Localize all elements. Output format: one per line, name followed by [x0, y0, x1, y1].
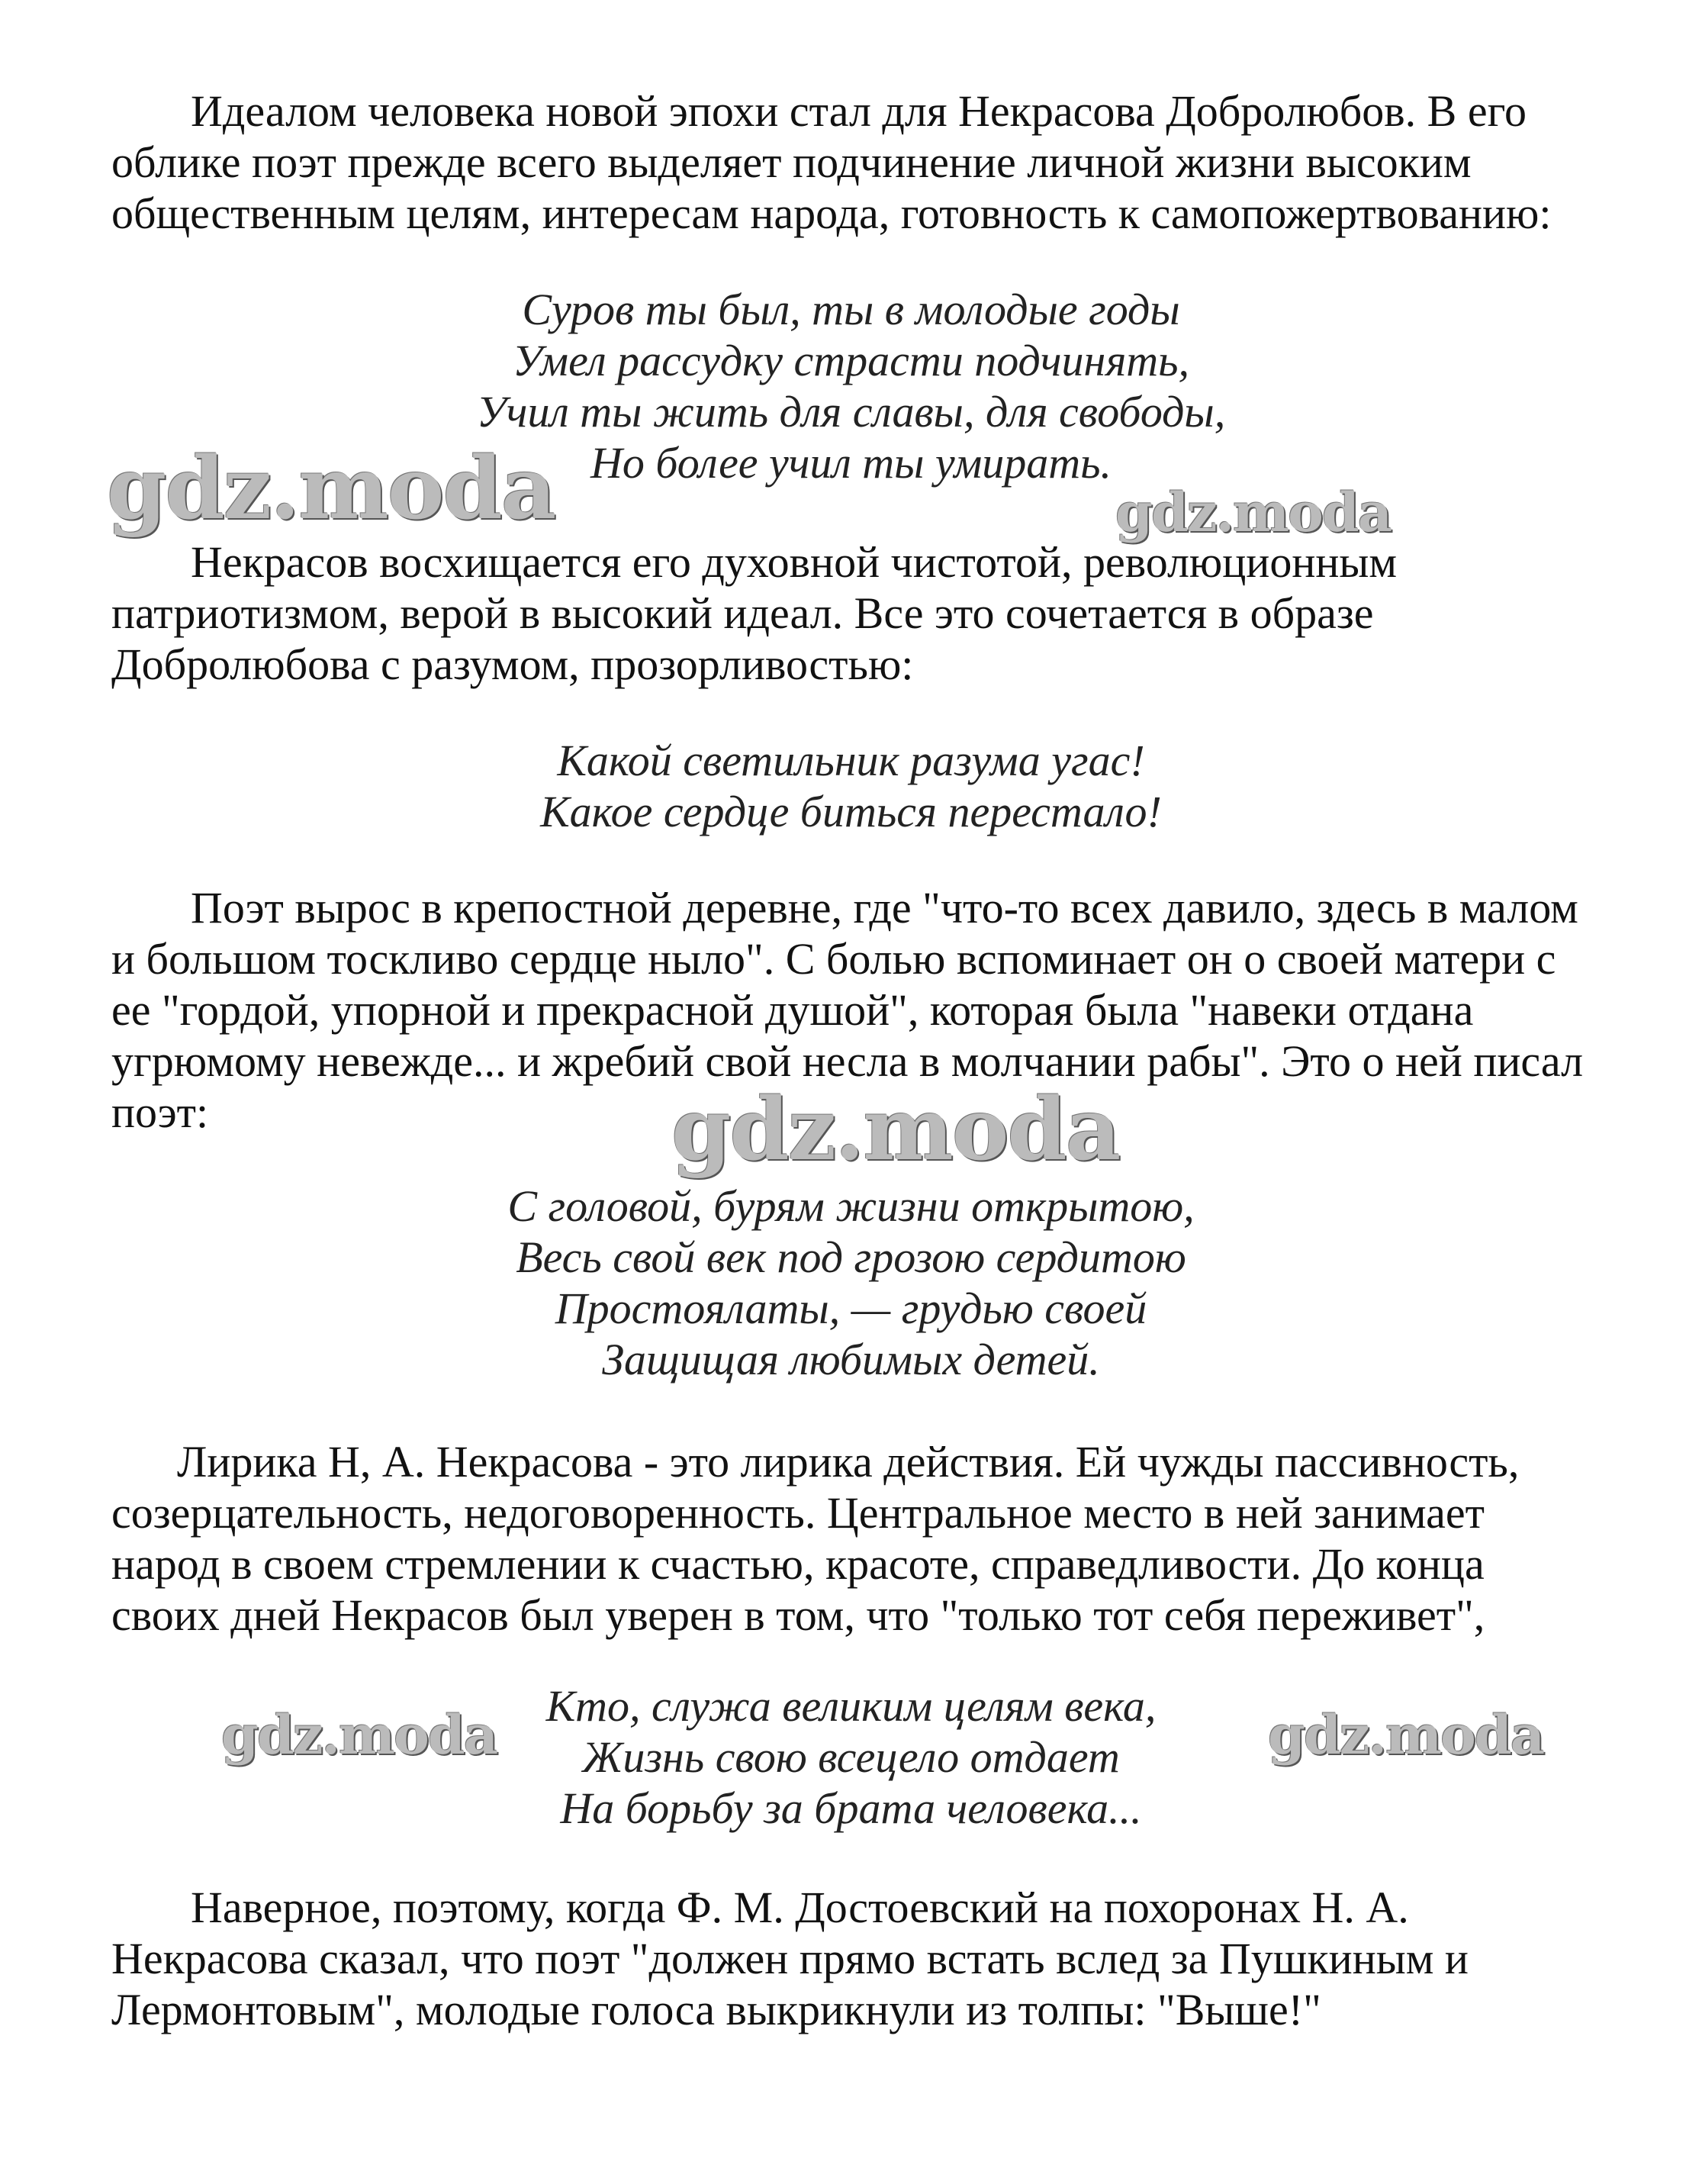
- poem-line: Но более учил ты умирать.: [590, 438, 1112, 488]
- poem-line: Умел рассудку страсти подчинять,: [512, 336, 1190, 385]
- poem-line: Суров ты был, ты в молодые годы: [522, 285, 1180, 334]
- text-line: ее "гордой, упорной и прекрасной душой", которая была "навеки отдана: [111, 985, 1474, 1035]
- paragraph-2: [111, 536, 1397, 690]
- watermark: gdz.moda: [221, 1703, 497, 1767]
- poem-line: Защищая любимых детей.: [602, 1335, 1100, 1384]
- text-line: своих дней Некрасов был уверен в том, что "только тот себя переживет",: [111, 1590, 1485, 1640]
- text-line: поэт:: [111, 1087, 209, 1137]
- poem-line: На борьбу за брата человека...: [560, 1783, 1142, 1833]
- text-line: Некрасова сказал, что поэт "должен прямо встать вслед за Пушкиным и: [111, 1934, 1469, 1983]
- paragraph-1: [111, 85, 1551, 239]
- text-line: Лермонтовым", молодые голоса выкрикнули из толпы: "Выше!": [111, 1985, 1321, 2034]
- paragraph-5: [111, 1882, 1469, 2035]
- text-line: угрюмому невежде... и жребий свой несла в молчании рабы". Это о ней писал: [111, 1036, 1584, 1086]
- text-line: Наверное, поэтому, когда Ф. М. Достоевский на похоронах Н. А.: [191, 1883, 1409, 1932]
- watermark: gdz.moda: [1268, 1703, 1544, 1767]
- poem-line: Весь свой век под грозою сердитою: [516, 1232, 1186, 1282]
- text-line: Добролюбова с разумом, прозорливостью:: [111, 639, 914, 689]
- watermark: gdz.moda: [107, 439, 555, 539]
- poem-line: Простоялаты, — грудью своей: [555, 1284, 1147, 1333]
- text-line: Поэт вырос в крепостной деревне, где "что-то всех давило, здесь в малом: [191, 883, 1578, 933]
- text-line: Идеалом человека новой эпохи стал для Некрасова Добролюбов. В его: [191, 86, 1527, 136]
- poem-line: Кто, служа великим целям века,: [545, 1681, 1157, 1731]
- text-line: народ в своем стремлении к счастью, красоте, справедливости. До конца: [111, 1539, 1485, 1589]
- watermark: gdz.moda: [1115, 481, 1392, 544]
- text-line: общественным целям, интересам народа, готовность к самопожертвованию:: [111, 188, 1552, 238]
- watermark: gdz.moda: [671, 1080, 1120, 1180]
- poem-line: Учил ты жить для славы, для свободы,: [476, 387, 1226, 436]
- poem-2: [0, 735, 1702, 837]
- text-line: и большом тоскливо сердце ныло". С болью вспоминает он о своей матери с: [111, 934, 1556, 984]
- text-line: облике поэт прежде всего выделяет подчинение личной жизни высоким: [111, 137, 1472, 187]
- poem-line: Какое сердце биться перестало!: [540, 787, 1162, 836]
- paragraph-4: [111, 1436, 1519, 1641]
- poem-line: Какой светильник разума угас!: [557, 736, 1145, 785]
- text-line: созерцательность, недоговоренность. Центральное место в ней занимает: [111, 1488, 1485, 1538]
- text-line: Некрасов восхищается его духовной чистотой, революционным: [191, 537, 1398, 587]
- text-line: Лирика Н, А. Некрасова - это лирика действия. Ей чужды пассивность,: [177, 1437, 1520, 1487]
- poem-line: Жизнь свою всецело отдает: [582, 1732, 1120, 1782]
- text-line: патриотизмом, верой в высокий идеал. Все это сочетается в образе: [111, 588, 1374, 638]
- poem-3: [0, 1181, 1702, 1385]
- poem-line: С головой, бурям жизни открытою,: [507, 1181, 1195, 1231]
